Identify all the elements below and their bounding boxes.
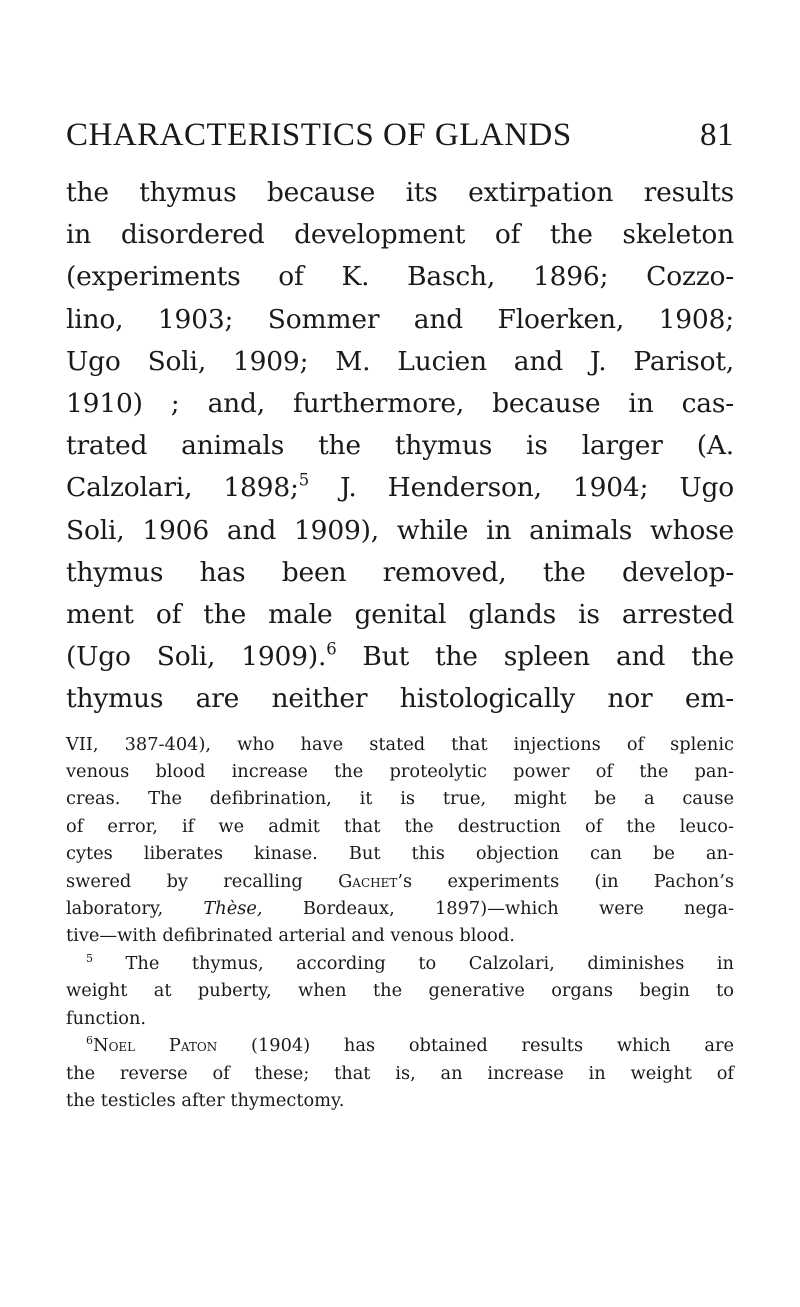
running-head (66, 112, 734, 158)
author-name: Noel Paton (93, 1035, 218, 1057)
footnote-line: the reverse of these; that is, an increase in weight of (66, 1062, 734, 1084)
footnote-marker: 5 (86, 951, 94, 965)
footnote-ref-6: 6 (326, 639, 337, 659)
footnote-line: swered by recalling Gachet’s experiments (in Pachon’s (66, 870, 734, 892)
page-number: 81 (700, 117, 734, 153)
footnote-line: VII, 387-404), who have stated that injections of splenic (66, 733, 734, 755)
body-line: lino, 1903; Sommer and Floerken, 1908; (66, 303, 734, 335)
body-line: Soli, 1906 and 1909), while in animals whose (66, 514, 734, 546)
footnote-ref-5: 5 (298, 470, 309, 490)
footnote-line: $^6$Noel Paton (1904) has obtained results which are (86, 1033, 735, 1057)
footnote-line: tive—with defibrinated arterial and venous blood. (66, 925, 515, 947)
footnote-line: creas. The defibrination, it is true, might be a cause (66, 788, 734, 810)
footnote-line: weight at puberty, when the generative organs begin to (66, 980, 734, 1002)
body-line: trated animals the thymus is larger (A. (66, 430, 734, 462)
footnote-marker: 6 (86, 1033, 94, 1047)
footnote-line: of error, if we admit that the destruction of the leuco- (66, 815, 734, 837)
footnote-line: $^5$ The thymus, according to Calzolari, diminishes in (86, 951, 734, 974)
footnote-line: cytes liberates kinase. But this objection can be an- (66, 843, 734, 865)
author-name: Gachet (338, 870, 398, 892)
footnote-continued (66, 731, 734, 950)
body-line: (experiments of K. Basch, 1896; Cozzo- (66, 261, 734, 293)
footnote-line: venous blood increase the proteolytic power of the pan- (66, 761, 734, 783)
work-title: Thèse, (203, 898, 263, 920)
footnote-line: the testicles after thymectomy. (66, 1089, 345, 1111)
body-line: (Ugo Soli, 1909).$^6$ But the spleen and the (66, 639, 734, 673)
body-line: thymus are neither histologically nor em- (66, 683, 734, 715)
book-page (66, 112, 734, 1114)
footnote-line: laboratory, Thèse, Bordeaux, 1897)—which were nega- (66, 898, 734, 920)
body-line: in disordered development of the skeleton (66, 219, 734, 251)
body-line: 1910) ; and, furthermore, because in cas- (66, 388, 734, 420)
body-line: Calzolari, 1898;$^5$ J. Henderson, 1904; Ugo (66, 470, 734, 504)
body-line: Ugo Soli, 1909; M. Lucien and J. Parisot, (66, 345, 734, 377)
body-line: ment of the male genital glands is arrested (66, 599, 734, 631)
footnote-5 (66, 950, 734, 1032)
chapter-title: CHARACTERISTICS OF GLANDS (66, 117, 572, 153)
footnote-line: function. (66, 1007, 147, 1029)
body-line: thymus has been removed, the develop- (66, 556, 734, 588)
footnotes (66, 731, 734, 1115)
body-paragraph (66, 172, 734, 721)
footnote-6 (66, 1032, 734, 1114)
body-line: the thymus because its extirpation results (66, 177, 734, 208)
